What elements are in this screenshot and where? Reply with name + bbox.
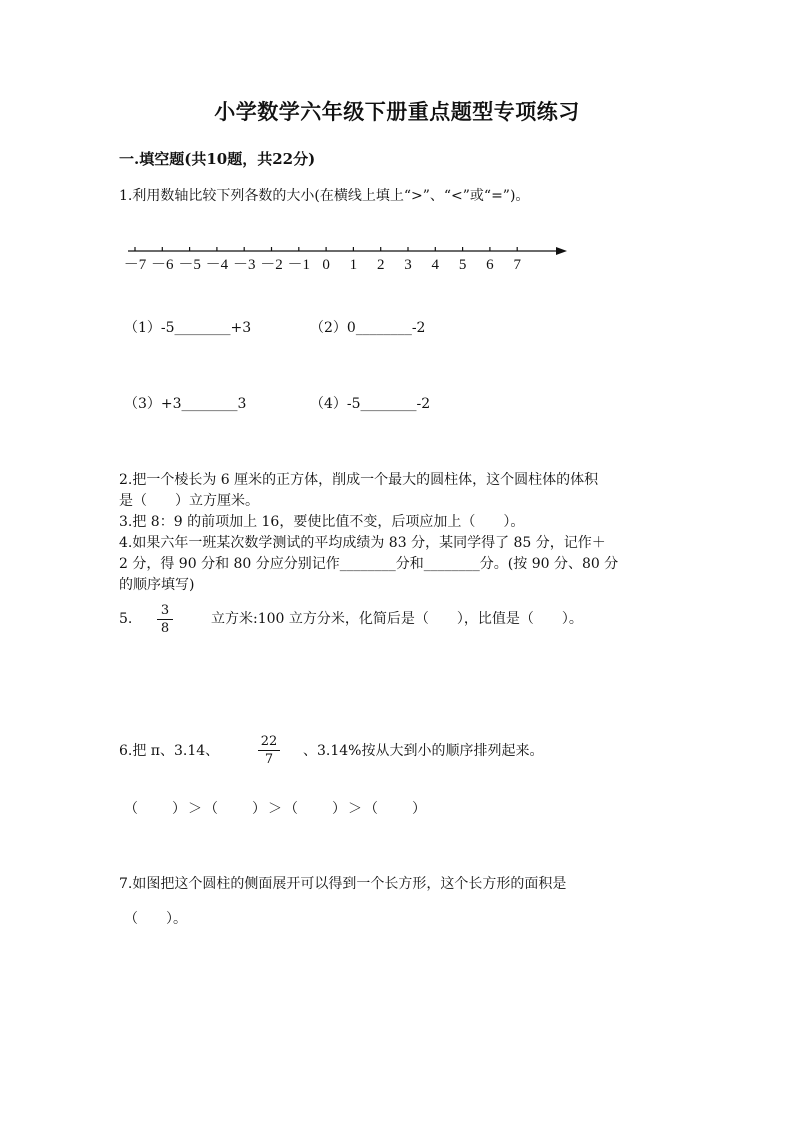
question-3: 3.把 8：9 的前项加上 16，要使比值不变，后项应加上（ ）。 — [119, 514, 525, 530]
number-line-arrow — [556, 247, 567, 255]
fraction-numerator: 22 — [260, 734, 278, 749]
number-line-label: 3 — [404, 257, 412, 273]
fraction-bar — [258, 750, 280, 751]
number-line-label: 2 — [376, 257, 385, 273]
fraction-bar — [157, 619, 173, 620]
question-2-line-2: 是（ ）立方厘米。 — [119, 493, 259, 509]
question-1-part-2: （2）0________-2 — [310, 320, 426, 336]
number-line-label: 5 — [458, 257, 467, 273]
fraction-denominator: 8 — [160, 621, 170, 636]
question-1-part-3: （3）+3________3 — [124, 396, 247, 412]
question-4-line-3: 的顺序填写) — [119, 577, 195, 593]
number-line-label: 0 — [322, 257, 330, 273]
question-7-line-1: 7.如图把这个圆柱的侧面展开可以得到一个长方形，这个长方形的面积是 — [119, 876, 567, 892]
question-1-part-4: （4）-5________-2 — [310, 396, 431, 412]
question-4-line-2: 2 分，得 90 分和 80 分应分别记作________分和________分。(按 90 分、80 分 — [119, 556, 619, 572]
question-1-text: 1.利用数轴比较下列各数的大小(在横线上填上“>”、“<”或“=”)。 — [119, 188, 530, 204]
number-line-label: －7 — [123, 257, 147, 273]
number-line-label: －5 — [178, 257, 201, 273]
number-line-label: －2 — [260, 257, 283, 273]
number-line-label: 4 — [431, 257, 440, 273]
number-line-label: －4 — [205, 257, 229, 273]
number-line-label: 1 — [349, 257, 358, 273]
fraction-numerator: 3 — [160, 603, 170, 618]
question-4-line-1: 4.如果六年一班某次数学测试的平均成绩为 83 分，某同学得了 85 分，记作＋ — [119, 535, 606, 551]
question-6-fraction — [258, 734, 280, 767]
number-line-label: －3 — [232, 257, 256, 273]
question-5-fraction — [157, 603, 173, 636]
question-6-prefix: 6.把 π、3.14、 — [119, 743, 220, 759]
question-1-part-1: （1）-5________+3 — [124, 320, 252, 336]
section-heading: 一.填空题(共10题，共22分) — [119, 150, 316, 168]
question-5-number: 5. — [119, 611, 133, 627]
question-6-suffix: 、3.14%按从大到小的顺序排列起来。 — [303, 743, 544, 759]
question-2-line-1: 2.把一个棱长为 6 厘米的正方体，削成一个最大的圆柱体，这个圆柱体的体积 — [119, 472, 599, 488]
question-6-order-blanks: （ ）＞（ ）＞（ ）＞（ ） — [124, 801, 428, 817]
number-line-label: －6 — [151, 257, 174, 273]
page-title: 小学数学六年级下册重点题型专项练习 — [214, 99, 580, 124]
question-5-text: 立方米:100 立方分米，化简后是（ ），比值是（ ）。 — [211, 611, 583, 627]
question-7-line-2: （ ）。 — [124, 911, 187, 927]
number-line-label: 6 — [486, 257, 494, 273]
fraction-denominator: 7 — [264, 752, 274, 767]
number-line-label: －1 — [287, 257, 311, 273]
number-line-label: 7 — [513, 257, 521, 273]
number-line — [120, 238, 580, 278]
